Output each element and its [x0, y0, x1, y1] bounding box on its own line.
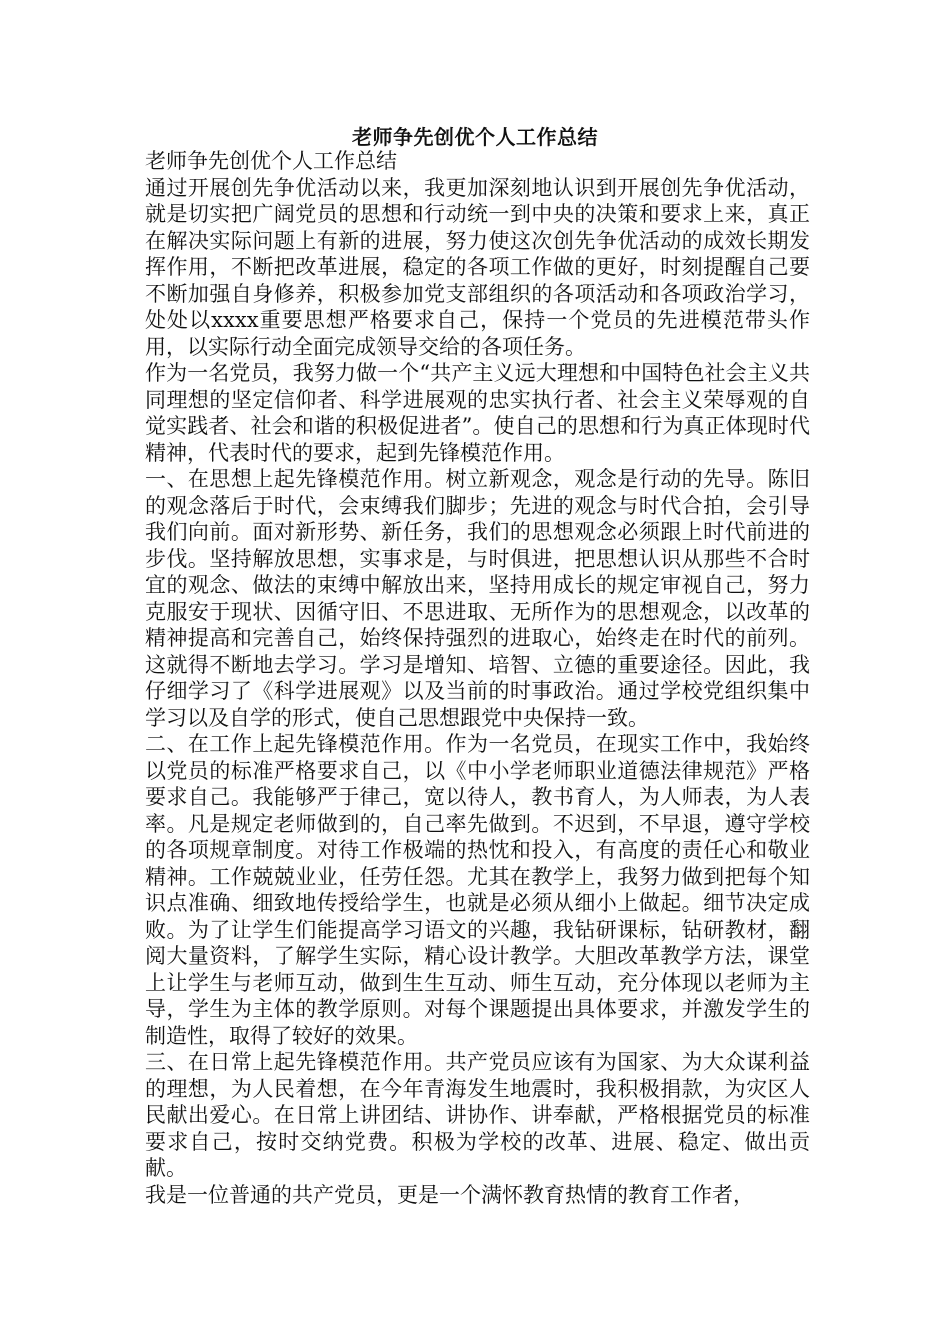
section-three-paragraph: 三、在日常上起先锋模范作用。共产党员应该有为国家、为大众谋利益的理想，为人民着想，在今年青海发生地震时，我积极捐款，为灾区人民献出爱心。在日常上讲团结、讲协作、讲奉献，严格根据党员的标准要求自己，按时交纳党费。积极为学校的改革、进展、稳定、做出贡献。	[145, 1050, 810, 1180]
subtitle-paragraph: 老师争先创优个人工作总结	[145, 149, 397, 173]
closing-paragraph: 我是一位普通的共产党员，更是一个满怀教育热情的教育工作者，	[145, 1182, 754, 1207]
party-member-paragraph: 作为一名党员，我努力做一个“共产主义远大理想和中国特色社会主义共同理想的坚定信仰者、科学进展观的忠实执行者、社会主义荣辱观的自觉实践者、社会和谐的积极促进者”。使自己的思想和行为真正体现时代精神，代表时代的要求，起到先锋模范作用。	[145, 361, 810, 465]
document-title: 老师争先创优个人工作总结	[352, 125, 598, 149]
intro-paragraph: 通过开展创先争优活动以来，我更加深刻地认识到开展创先争优活动，就是切实把广阔党员的思想和行动统一到中央的决策和要求上来，真正在解决实际问题上有新的进展，努力使这次创先争优活动的成效长期发挥作用，不断把改革进展，稳定的各项工作做的更好，时刻提醒自己要不断加强自身修养，积极参加党支部组织的各项活动和各项政治学习，处处以xxxx重要思想严格要求自己，保持一个党员的先进模范带头作用，以实际行动全面完成领导交给的各项任务。	[145, 175, 810, 359]
document-body	[145, 148, 810, 1208]
section-one-paragraph: 一、在思想上起先锋模范作用。树立新观念，观念是行动的先导。陈旧的观念落后于时代，会束缚我们脚步；先进的观念与时代合拍，会引导我们向前。面对新形势、新任务，我们的思想观念必须跟上时代前进的步伐。坚持解放思想，实事求是，与时俱进，把思想认识从那些不合时宜的观念、做法的束缚中解放出来，坚持用成长的规定审视自己，努力克服安于现状、因循守旧、不思进取、无所作为的思想观念，以改革的精神提高和完善自己，始终保持强烈的进取心，始终走在时代的前列。这就得不断地去学习。学习是增知、培智、立德的重要途径。因此，我仔细学习了《科学进展观》以及当前的时事政治。通过学校党组织集中学习以及自学的形式，使自己思想跟党中央保持一致。	[145, 467, 810, 730]
section-two-paragraph: 二、在工作上起先锋模范作用。作为一名党员，在现实工作中，我始终以党员的标准严格要求自己，以《中小学老师职业道德法律规范》严格要求自己。我能够严于律己，宽以待人，教书育人，为人师表，为人表率。凡是规定老师做到的，自己率先做到。不迟到，不早退，遵守学校的各项规章制度。对待工作极端的热忱和投入，有高度的责任心和敬业精神。工作兢兢业业，任劳任怨。尤其在教学上，我努力做到把每个知识点准确、细致地传授给学生，也就是必须从细小上做起。细节决定成败。为了让学生们能提高学习语文的兴趣，我钻研课标，钻研教材，翻阅大量资料，了解学生实际，精心设计教学。大胆改革教学方法，课堂上让学生与老师互动，做到生生互动、师生互动，充分体现以老师为主导，学生为主体的教学原则。对每个课题提出具体要求，并激发学生的制造性，取得了较好的效果。	[145, 732, 810, 1048]
